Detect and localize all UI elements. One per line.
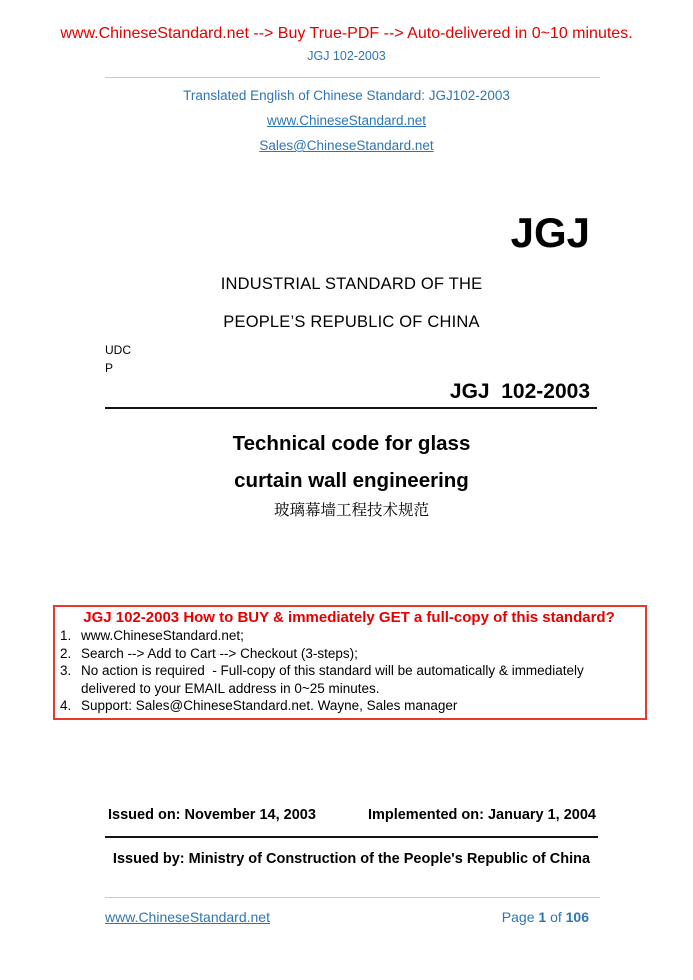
buy-box-item	[59, 697, 639, 715]
item-number: 4.	[60, 698, 72, 713]
item-number: 3.	[60, 663, 72, 678]
standard-title-en	[105, 425, 598, 499]
item-text: Search --> Add to Cart --> Checkout (3-steps);	[81, 645, 358, 661]
classification-label: P	[105, 361, 114, 375]
standard-org-line2: PEOPLE’S REPUBLIC OF CHINA	[223, 313, 480, 331]
doc-code-label: JGJ 102-2003	[307, 49, 386, 63]
page-current: 1	[538, 908, 547, 925]
item-text: www.ChineseStandard.net;	[81, 628, 244, 643]
promo-banner: www.ChineseStandard.net --> Buy True-PDF --> Auto-delivered in 0~10 minutes.	[60, 25, 633, 42]
standard-title-zh: 玻璃幕墙工程技术规范	[273, 502, 429, 519]
issue-divider	[105, 836, 598, 838]
standard-org-line1: INDUSTRIAL STANDARD OF THE	[220, 275, 483, 293]
site-link[interactable]: www.ChineseStandard.net	[266, 113, 427, 128]
buy-info-box	[53, 605, 647, 720]
udc-label: UDC	[105, 343, 131, 357]
page-of-label: of	[550, 908, 562, 925]
translated-title: Translated English of Chinese Standard: JGJ102-2003	[183, 88, 510, 103]
standard-org-block	[105, 265, 598, 341]
page-indicator	[502, 908, 589, 926]
standard-code: JGJ 102-2003	[449, 380, 590, 403]
implemented-on-label: Implemented on: January 1, 2004	[367, 806, 596, 823]
page-label: Page	[501, 908, 535, 925]
code-divider	[105, 407, 597, 409]
standard-logo: JGJ	[510, 209, 590, 256]
email-link[interactable]: Sales@ChineseStandard.net	[259, 138, 434, 153]
item-number: 2.	[60, 645, 72, 661]
title-en-line1: Technical code for glass	[232, 432, 471, 455]
page-total: 106	[565, 908, 589, 925]
buy-box-item	[59, 627, 639, 645]
item-number: 1.	[60, 628, 72, 643]
issued-on-label: Issued on: November 14, 2003	[108, 806, 316, 823]
udc-block	[105, 341, 693, 377]
header-divider	[105, 77, 600, 78]
item-text: Support: Sales@ChineseStandard.net. Wayne, Sales manager	[81, 698, 458, 713]
title-en-line2: curtain wall engineering	[234, 469, 469, 492]
issued-by-label: Issued by: Ministry of Construction of the People's Republic of China	[112, 850, 591, 867]
footer-site-link[interactable]: www.ChineseStandard.net	[105, 908, 270, 925]
issue-dates-row	[108, 806, 596, 824]
buy-box-item	[59, 645, 639, 663]
buy-box-item	[59, 662, 639, 697]
page-footer	[105, 908, 589, 926]
buy-box-title: JGJ 102-2003 How to BUY & immediately GET a full-copy of this standard?	[83, 609, 615, 626]
item-text: No action is required - Full-copy of this standard will be automatically & immediately delivered to your EMAIL address in 0~25 minutes.	[81, 663, 588, 696]
footer-divider	[105, 897, 600, 898]
